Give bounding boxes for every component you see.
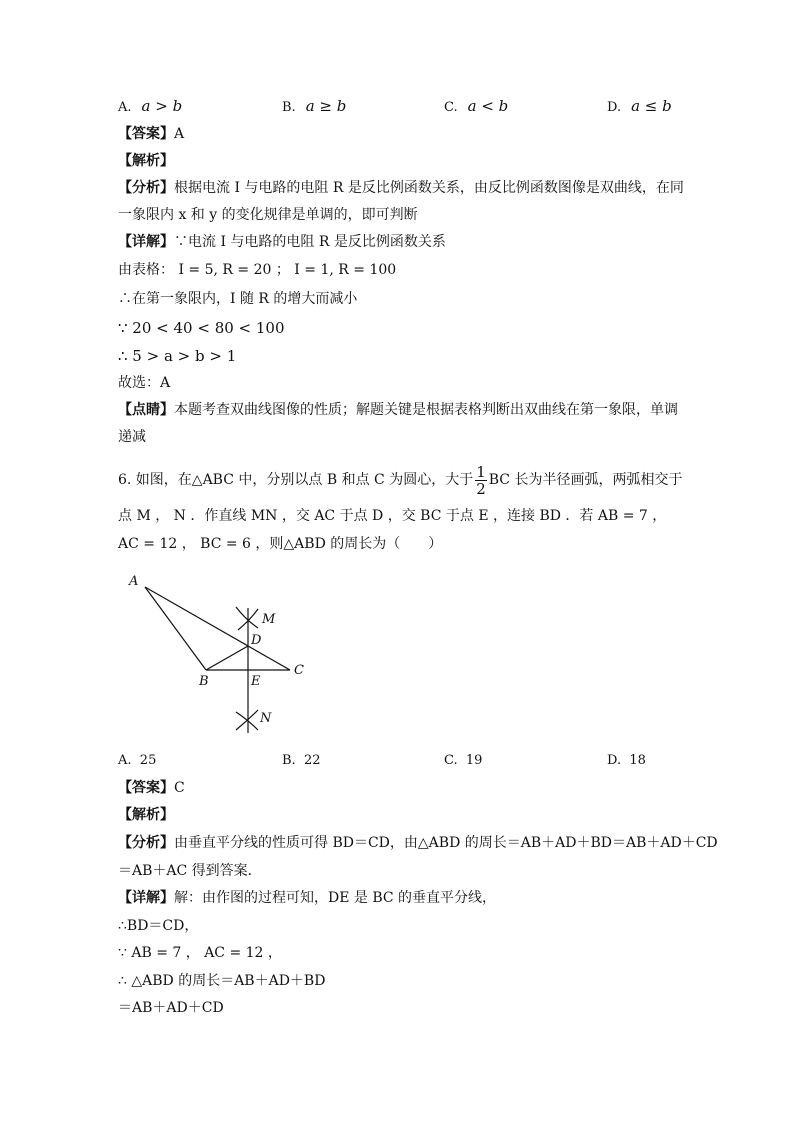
q5-step-4: ∴ 5 > a > b > 1 <box>118 347 237 365</box>
q5-option-d: D. a ≤ b <box>607 97 672 115</box>
q5-option-c: C. a < b <box>444 97 509 115</box>
q5-dianjing-1: 【点睛】本题考查双曲线图像的性质；解题关键是根据表格判断出双曲线在第一象限，单调 <box>118 402 678 418</box>
q5-fenxi-2: 一象限内 x 和 y 的变化规律是单调的，即可判断 <box>118 207 418 223</box>
q6-option-a: A. 25 <box>118 753 157 768</box>
label-c: C <box>294 663 304 678</box>
fraction-one-half: $\frac{1}{2}$ <box>476 462 486 498</box>
q6-option-c: C. 19 <box>444 753 483 768</box>
segment-ab <box>145 587 206 670</box>
q5-option-a: A. a > b <box>118 97 183 115</box>
q6-answer: 【答案】C <box>118 780 185 796</box>
q6-option-b: B. 22 <box>282 753 321 768</box>
q5-step-2: ∴在第一象限内，I 随 R 的增大而减小 <box>118 291 358 307</box>
label-m: M <box>262 612 276 627</box>
q5-option-b: B. a ≥ b <box>282 97 347 115</box>
q6-xiangjie-1: 【详解】解：由作图的过程可知，DE 是 BC 的垂直平分线， <box>118 890 497 906</box>
q6-step-2: ∵ AB = 7 ， AC = 12 ， <box>118 945 282 961</box>
label-d: D <box>251 633 262 648</box>
q6-step-3: ∴ △ABD 的周长＝AB＋AD＋BD <box>118 973 326 989</box>
q6-fenxi-2: ＝AB＋AC 得到答案． <box>118 863 262 879</box>
segment-bd <box>206 646 248 670</box>
q5-step-3: ∵ 20 < 40 < 80 < 100 <box>118 319 285 337</box>
q6-step-4: ＝AB＋AD＋CD <box>118 1000 224 1016</box>
q6-stem-1: 6. 如图，在△ABC 中，分别以点 B 和点 C 为圆心，大于 $\frac{1}{2}$ BC 长为半径画弧，两弧相交于 <box>118 462 683 498</box>
q6-analysis-heading: 【解析】 <box>118 807 174 823</box>
label-n: N <box>260 711 272 726</box>
q6-fenxi-1: 【分析】由垂直平分线的性质可得 BD＝CD，由△ABD 的周长＝AB＋AD＋BD＝AB＋AD＋CD <box>118 835 718 851</box>
segment-ac <box>145 587 290 670</box>
label-e: E <box>251 674 261 689</box>
q5-answer: 【答案】A <box>118 126 185 142</box>
arc-m-1 <box>236 607 258 628</box>
q5-xiangjie-1: 【详解】∵电流 I 与电路的电阻 R 是反比例函数关系 <box>118 234 446 250</box>
q5-choose: 故选：A <box>118 375 171 391</box>
q6-stem-2: 点 M ， N ．作直线 MN ，交 AC 于点 D ，交 BC 于点 E ，连接 BD ．若 AB = 7 ， <box>118 508 667 524</box>
label-a: A <box>129 574 139 589</box>
q5-fenxi-1: 【分析】根据电流 I 与电路的电阻 R 是反比例函数关系，由反比例函数图像是双曲线，在同 <box>118 180 684 196</box>
q5-analysis-heading: 【解析】 <box>118 153 174 169</box>
q6-step-1: ∴BD＝CD， <box>118 918 199 934</box>
q5-dianjing-2: 递减 <box>118 429 146 445</box>
q6-stem-3: AC = 12 ， BC = 6 ，则△ABD 的周长为（ ） <box>118 536 443 552</box>
q5-step-1: 由表格： I = 5, R = 20 ； I = 1, R = 100 <box>118 262 397 278</box>
q6-option-d: D. 18 <box>607 753 646 768</box>
label-b: B <box>199 674 209 689</box>
